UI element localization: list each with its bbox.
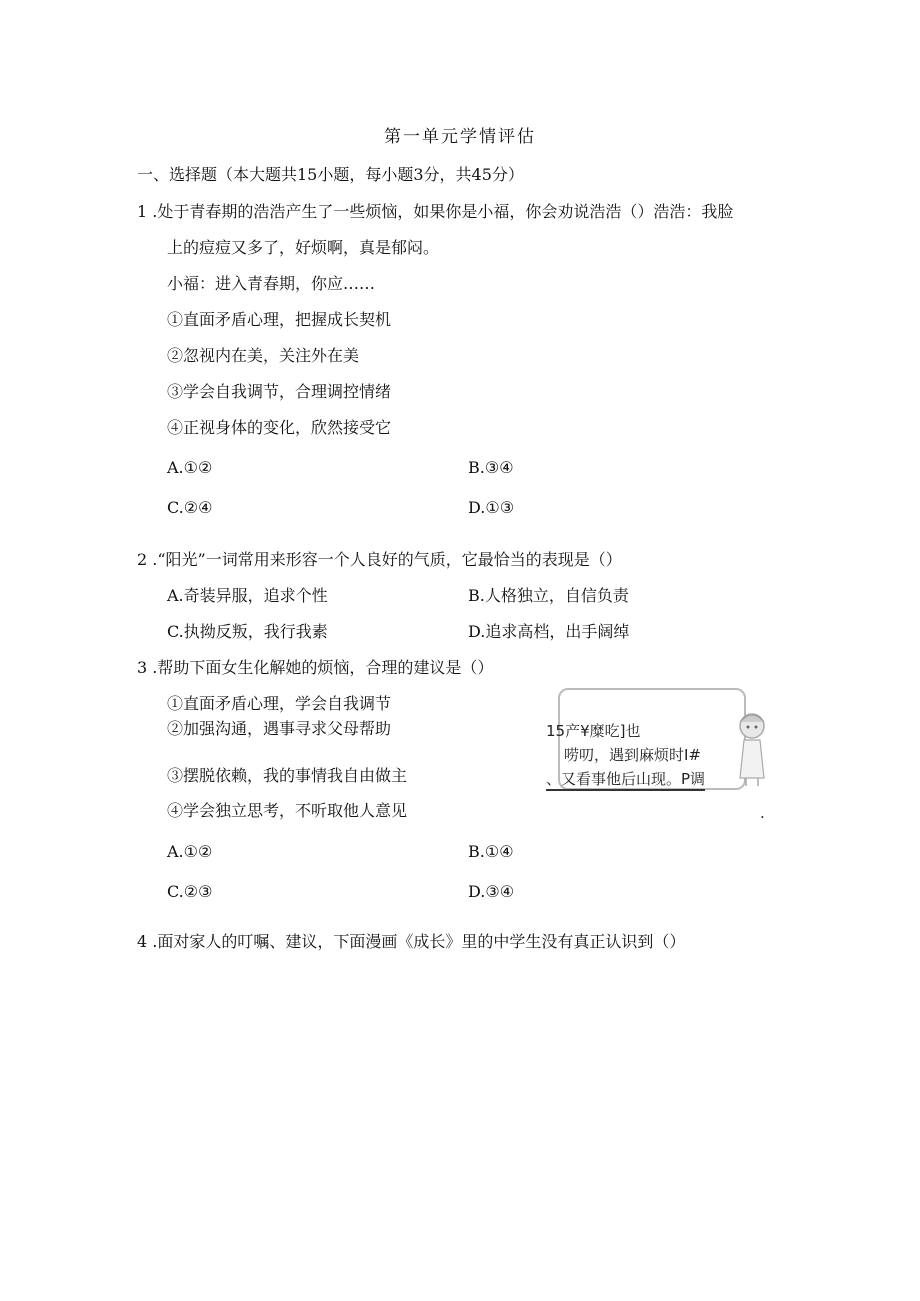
question-2-option-a: A.奇装异服，追求个性 bbox=[167, 586, 328, 605]
section-heading: 一、选择题（本大题共15小题，每小题3分，共45分） bbox=[137, 165, 524, 184]
question-1-item: ④正视身体的变化，欣然接受它 bbox=[167, 418, 392, 437]
question-2-option-d: D.追求高档，出手阔绰 bbox=[468, 622, 630, 641]
question-1-option-c: C.②④ bbox=[167, 498, 213, 517]
question-3-item: ③摆脱依赖，我的事情我自由做主 bbox=[167, 766, 408, 785]
question-2-stem: 2 .“阳光”一词常用来形容一个人良好的气质，它最恰当的表现是（） bbox=[137, 550, 622, 569]
question-1-item: ①直面矛盾心理，把握成长契机 bbox=[167, 310, 392, 329]
question-3-option-c: C.②③ bbox=[167, 882, 213, 901]
question-3-item: ②加强沟通，遇事寻求父母帮助 bbox=[167, 719, 392, 738]
question-1-stem-cont: 上的痘痘又多了，好烦啊，真是郁闷。 bbox=[167, 238, 440, 257]
question-3-item: ④学会独立思考，不听取他人意见 bbox=[167, 801, 408, 820]
page-title: 第一单元学情评估 bbox=[384, 127, 536, 147]
question-3-option-b: B.①④ bbox=[468, 842, 514, 861]
cartoon-text: 15产¥糜吃]也 bbox=[546, 722, 641, 740]
question-2-option-c: C.执拗反叛，我行我素 bbox=[167, 622, 328, 641]
girl-figure-icon bbox=[736, 708, 768, 788]
question-3-stem: 3 .帮助下面女生化解她的烦恼，合理的建议是（） bbox=[137, 658, 494, 677]
question-3-option-d: D.③④ bbox=[468, 882, 515, 901]
cartoon-illustration bbox=[546, 688, 766, 826]
question-3-option-a: A.①② bbox=[167, 842, 213, 861]
cartoon-text: 唠叨，遇到麻烦时I# bbox=[564, 746, 701, 764]
question-4-stem: 4 .面对家人的叮嘱、建议，下面漫画《成长》里的中学生没有真正认识到（） bbox=[137, 932, 686, 951]
cartoon-dot: . bbox=[760, 804, 765, 822]
question-1-stem: 1 .处于青春期的浩浩产生了一些烦恼，如果你是小福，你会劝说浩浩（）浩浩：我脸 bbox=[137, 202, 734, 221]
question-1-item: ③学会自我调节，合理调控情绪 bbox=[167, 382, 392, 401]
cartoon-text: 、又看事他后山现。P调 bbox=[546, 768, 705, 791]
question-1-dialogue: 小福：进入青春期，你应…… bbox=[167, 274, 376, 293]
question-1-option-b: B.③④ bbox=[468, 458, 514, 477]
question-2-option-b: B.人格独立，自信负责 bbox=[468, 586, 629, 605]
question-1-option-d: D.①③ bbox=[468, 498, 515, 517]
question-1-option-a: A.①② bbox=[167, 458, 213, 477]
question-3-item: ①直面矛盾心理，学会自我调节 bbox=[167, 694, 392, 713]
question-1-item: ②忽视内在美，关注外在美 bbox=[167, 346, 360, 365]
